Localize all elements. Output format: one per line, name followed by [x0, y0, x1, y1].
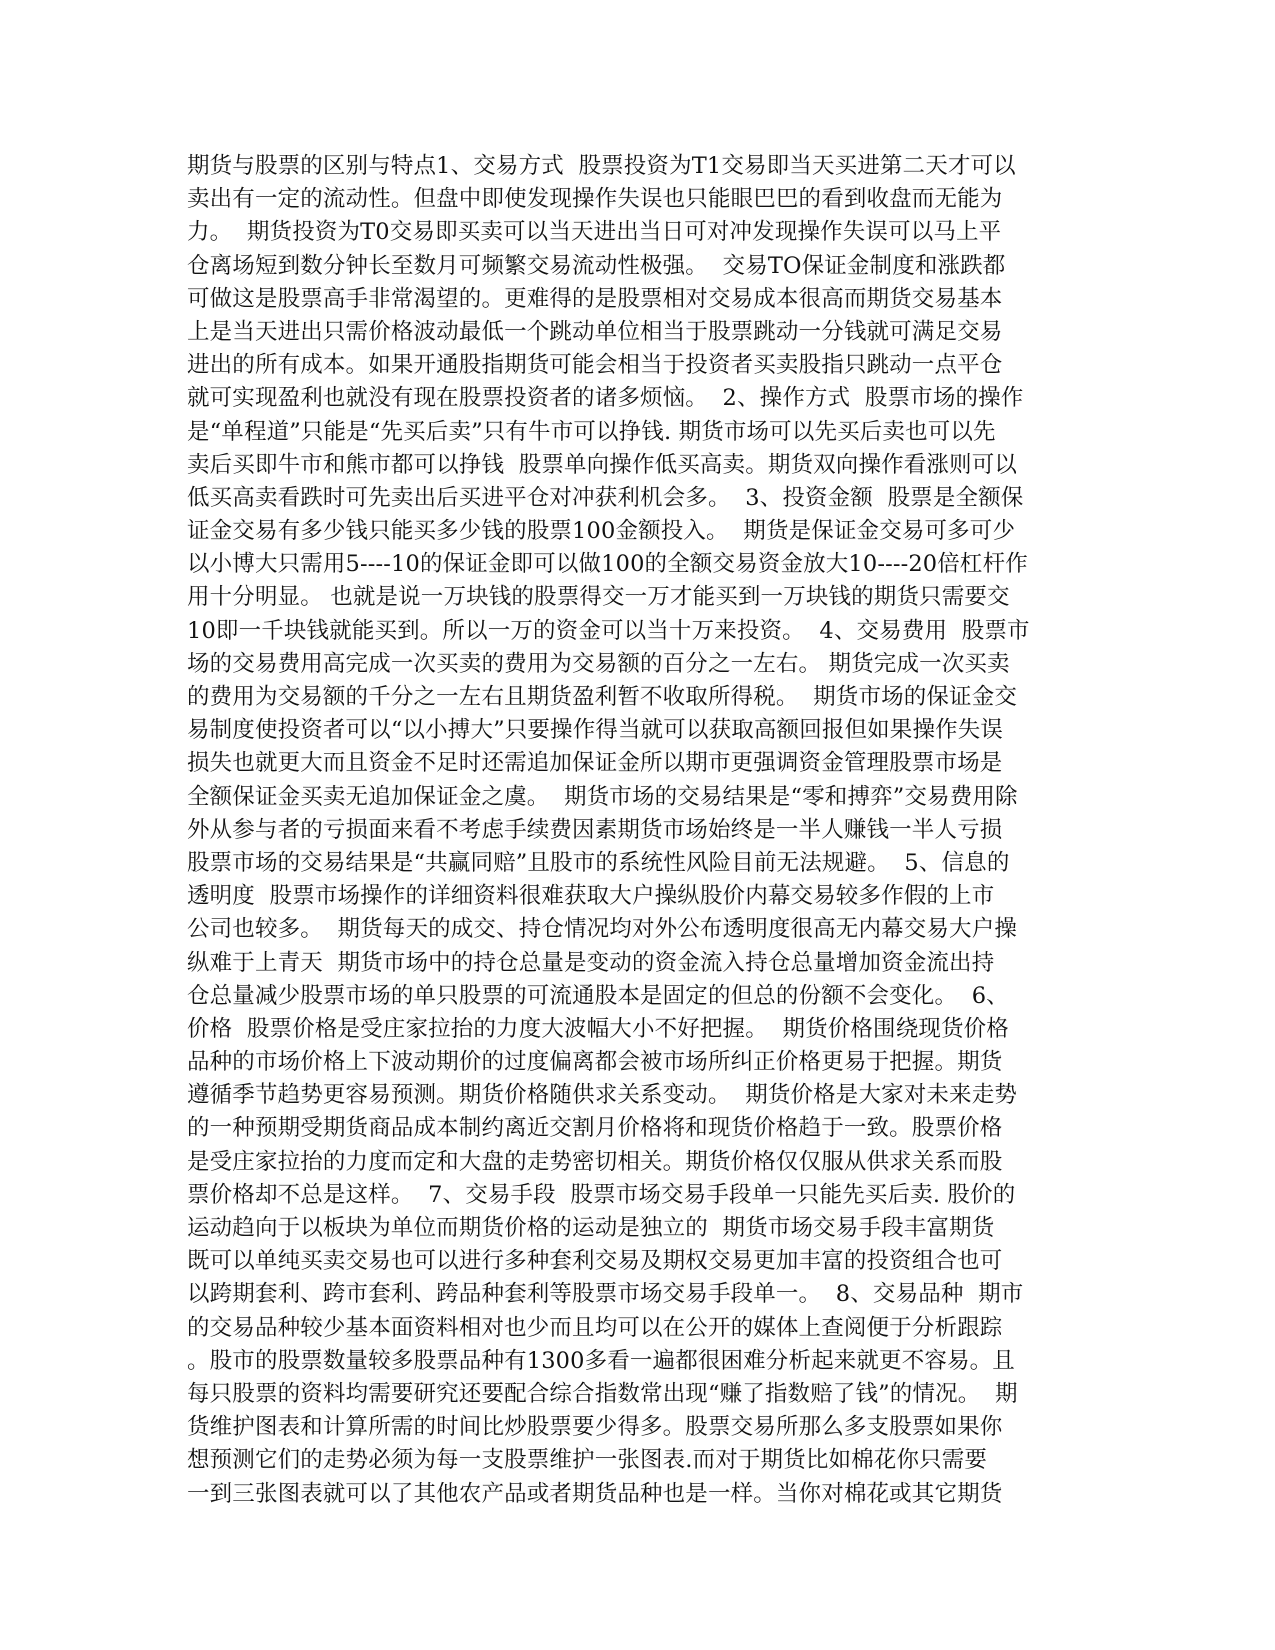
- text-line: 10即一千块钱就能买到。所以一万的资金可以当十万来投资。 4、交易费用 股票市: [187, 617, 1030, 644]
- text-line: 仓总量减少股票市场的单只股票的可流通股本是固定的但总的份额不会变化。 6、: [187, 982, 1009, 1009]
- text-line: 是“单程道”只能是“先买后卖”只有牛市可以挣钱. 期货市场可以先买后卖也可以先: [187, 418, 996, 445]
- text-line: 是受庄家拉抬的力度而定和大盘的走势密切相关。期货价格仅仅服从供求关系而股: [187, 1148, 1003, 1175]
- text-line: 卖出有一定的流动性。但盘中即使发现操作失误也只能眼巴巴的看到收盘而无能为: [187, 186, 1003, 213]
- text-line: 证金交易有多少钱只能买多少钱的股票100金额投入。 期货是保证金交易可多可少: [187, 518, 1016, 545]
- text-line: 低买高卖看跌时可先卖出后买进平仓对冲获利机会多。 3、投资金额 股票是全额保: [187, 484, 1024, 511]
- text-line: 遵循季节趋势更容易预测。期货价格随供求关系变动。 期货价格是大家对未来走势: [187, 1082, 1018, 1109]
- text-line: 期货与股票的区别与特点1、交易方式 股票投资为T1交易即当天买进第二天才可以: [187, 153, 1016, 179]
- body-text: [187, 150, 1087, 1511]
- text-line: 外从参与者的亏损面来看不考虑手续费因素期货市场始终是一半人赚钱一半人亏损: [187, 816, 1003, 843]
- text-line: 票价格却不总是这样。 7、交易手段 股票市场交易手段单一只能先买后卖. 股价的: [187, 1181, 1016, 1208]
- text-line: 损失也就更大而且资金不足时还需追加保证金所以期市更强调资金管理股票市场是: [187, 750, 1003, 777]
- text-line: 运动趋向于以板块为单位而期货价格的运动是独立的 期货市场交易手段丰富期货: [187, 1215, 995, 1241]
- text-line: 既可以单纯买卖交易也可以进行多种套利交易及期权交易更加丰富的投资组合也可: [187, 1248, 1003, 1275]
- text-line: 纵难于上青天 期货市场中的持仓总量是变动的资金流入持仓总量增加资金流出持: [187, 949, 995, 976]
- text-line: 品种的市场价格上下波动期价的过度偏离都会被市场所纠正价格更易于把握。期货: [187, 1049, 1003, 1076]
- text-line: 场的交易费用高完成一次买卖的费用为交易额的百分之一左右。 期货完成一次买卖: [187, 650, 1010, 677]
- text-line: 的交易品种较少基本面资料相对也少而且均可以在公开的媒体上查阅便于分析跟踪: [187, 1314, 1003, 1341]
- text-line: 公司也较多。 期货每天的成交、持仓情况均对外公布透明度很高无内幕交易大户操: [187, 916, 1018, 943]
- text-line: 上是当天进出只需价格波动最低一个跳动单位相当于股票跳动一分钱就可满足交易: [187, 318, 1003, 345]
- text-line: 。股市的股票数量较多股票品种有1300多看一遍都很困难分析起来就更不容易。且: [187, 1347, 1015, 1374]
- text-line: 想预测它们的走势必须为每一支股票维护一张图表.而对于期货比如棉花你只需要: [187, 1447, 988, 1474]
- text-line: 价格 股票价格是受庄家拉抬的力度大波幅大小不好把握。 期货价格围绕现货价格: [187, 1015, 1009, 1042]
- text-line: 以跨期套利、跨市套利、跨品种套利等股票市场交易手段单一。 8、交易品种 期市: [187, 1281, 1024, 1308]
- text-line: 以小博大只需用5----10的保证金即可以做100的全额交易资金放大10----20倍杠杆作: [187, 551, 1028, 578]
- text-line: 每只股票的资料均需要研究还要配合综合指数常出现“赚了指数赔了钱”的情况。 期: [187, 1380, 1018, 1407]
- text-line: 全额保证金买卖无追加保证金之虞。 期货市场的交易结果是“零和搏弈”交易费用除: [187, 783, 1018, 810]
- text-line: 卖后买即牛市和熊市都可以挣钱 股票单向操作低买高卖。期货双向操作看涨则可以: [187, 451, 1018, 478]
- text-line: 一到三张图表就可以了其他农产品或者期货品种也是一样。当你对棉花或其它期货: [187, 1480, 1003, 1507]
- text-line: 用十分明显。 也就是说一万块钱的股票得交一万才能买到一万块钱的期货只需要交: [187, 584, 1010, 611]
- text-line: 的一种预期受期货商品成本制约离近交割月价格将和现货价格趋于一致。股票价格: [187, 1115, 1003, 1142]
- text-line: 进出的所有成本。如果开通股指期货可能会相当于投资者买卖股指只跳动一点平仓: [187, 352, 1003, 379]
- text-line: 透明度 股票市场操作的详细资料很难获取大户操纵股价内幕交易较多作假的上市: [187, 883, 995, 910]
- text-line: 货维护图表和计算所需的时间比炒股票要少得多。股票交易所那么多支股票如果你: [187, 1414, 1003, 1441]
- text-line: 易制度使投资者可以“以小搏大”只要操作得当就可以获取高额回报但如果操作失误: [187, 717, 1004, 744]
- text-line: 股票市场的交易结果是“共赢同赔”且股市的系统性风险目前无法规避。 5、信息的: [187, 849, 1010, 876]
- text-line: 力。 期货投资为T0交易即买卖可以当天进出当日可对冲发现操作失误可以马上平: [187, 219, 1002, 246]
- text-line: 仓离场短到数分钟长至数月可频繁交易流动性极强。 交易TO保证金制度和涨跌都: [187, 252, 1006, 279]
- text-line: 可做这是股票高手非常渴望的。更难得的是股票相对交易成本很高而期货交易基本: [187, 285, 1003, 312]
- text-line: 就可实现盈利也就没有现在股票投资者的诸多烦恼。 2、操作方式 股票市场的操作: [187, 385, 1024, 412]
- text-line: 的费用为交易额的千分之一左右且期货盈利暂不收取所得税。 期货市场的保证金交: [187, 684, 1018, 710]
